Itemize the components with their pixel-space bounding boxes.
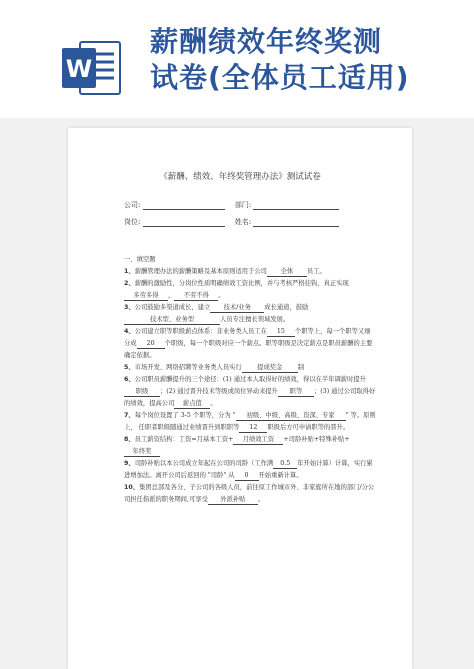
answer-blank: 技术型、业务型 bbox=[124, 315, 220, 325]
section-title: 一、填空题 bbox=[124, 256, 156, 263]
word-document-icon bbox=[60, 36, 124, 100]
question-7: 7、每个岗位设置了 3-5 个职等，分为 " 初级、中级、高级、资深、专家 " 等。原则上， 任职者职级随通过业绩晋升到职职等 12 职级后方可申请职等的晋升。 bbox=[124, 412, 376, 431]
answer-blank: 月绩效工资 bbox=[233, 435, 283, 445]
answer-blank: 年终奖 bbox=[124, 447, 160, 457]
company-label: 公司: bbox=[124, 201, 141, 209]
header-title-line-2: 试卷(全体员工适用) bbox=[150, 61, 410, 94]
header-title-line-1: 薪酬绩效年终奖测 bbox=[150, 25, 383, 58]
question-9: 9、司龄补贴以本公司成立年起在公司的司龄（工作满 0.5 年开始计算）计算，实行累进增加法。离开公司后返回的 "司龄" 从 0 开始重新计算。 bbox=[124, 460, 373, 479]
name-field[interactable] bbox=[253, 219, 339, 227]
answer-blank: 全体 bbox=[267, 267, 307, 277]
answer-blank: 初级、中级、高级、资深、专家 bbox=[236, 411, 346, 421]
answer-blank: 职等 bbox=[278, 387, 314, 397]
answer-blank: 职级 bbox=[124, 387, 160, 397]
position-name-row bbox=[124, 217, 339, 227]
answer-blank: 0 bbox=[235, 471, 259, 481]
document-title: 《薪酬、绩效、年终奖管理办法》测试试卷 bbox=[159, 172, 321, 182]
document-page bbox=[68, 128, 412, 669]
answer-blank: 薪点值 bbox=[174, 399, 210, 409]
company-field[interactable] bbox=[143, 202, 225, 210]
question-5: 5、市场开发、网络招聘等业务类人员实行 提成奖金 制 bbox=[124, 364, 305, 371]
company-department-row bbox=[124, 200, 339, 210]
department-label: 部门: bbox=[234, 201, 252, 209]
answer-blank: 多劳多得 bbox=[124, 291, 168, 301]
answer-blank: 外派补贴 bbox=[208, 495, 258, 505]
answer-blank: 0.5 bbox=[273, 459, 297, 469]
answer-blank: 技术/业务 bbox=[210, 303, 264, 313]
question-2: 2、薪酬的激励性，分岗位性质明确绩效工资比例，并与考核严格挂钩，真正实现多劳多得 ， 不劳不得 。 bbox=[124, 280, 349, 299]
header-title bbox=[150, 24, 410, 96]
answer-blank: 20 bbox=[137, 339, 165, 349]
question-6: 6、公司职员薪酬提升的三个途径：(1) 通过本人取得好的绩效，得以在半年调薪时提升职级 ；(2) 通过晋升技术等级或岗位异动来提升 职等 ；(3) 通过公司取得好的绩效，提高公司 薪点值 。 bbox=[124, 376, 376, 407]
answer-blank: 15 bbox=[267, 327, 295, 337]
position-field[interactable] bbox=[143, 219, 225, 227]
question-3: 3、公司鼓励多渠道成长，建立 技术/业务 成长通道，鼓励技术型、业务型 人员专注擅长领域发展。 bbox=[124, 304, 309, 323]
question-10: 10、集团总部及各分、子公司的各级人员，前往原工作城市外、非家庭所在地的部门/分公司担任指派的职务期间,可享受 外派补贴 。 bbox=[124, 484, 375, 503]
answer-blank: 提成奖金 bbox=[242, 363, 298, 373]
name-label: 姓名: bbox=[234, 218, 252, 226]
question-4: 4、公司建立职等职级薪点体系：非业务类人员工在 15 个职等上，每一个职等又细分成 20 个职级，每一个职级对应一个薪点。职等职级是决定薪点是职员薪酬的主要确定依据。 bbox=[124, 328, 373, 359]
header-banner bbox=[0, 0, 474, 118]
svg-text:W: W bbox=[65, 55, 93, 83]
question-8: 8、员工薪资结构：工资=月基本工资+ 月绩效工资 +司龄补贴+特殊补贴+年终奖 bbox=[124, 436, 350, 455]
answer-blank: 不劳不得 bbox=[174, 291, 218, 301]
position-label: 岗位: bbox=[124, 218, 141, 226]
question-1: 1、薪酬管理办法的薪酬策略及基本原则适用于公司 全体 员工。 bbox=[124, 268, 326, 275]
department-field[interactable] bbox=[253, 202, 339, 210]
answer-blank: 12 bbox=[239, 423, 267, 433]
questions-body bbox=[124, 254, 376, 506]
